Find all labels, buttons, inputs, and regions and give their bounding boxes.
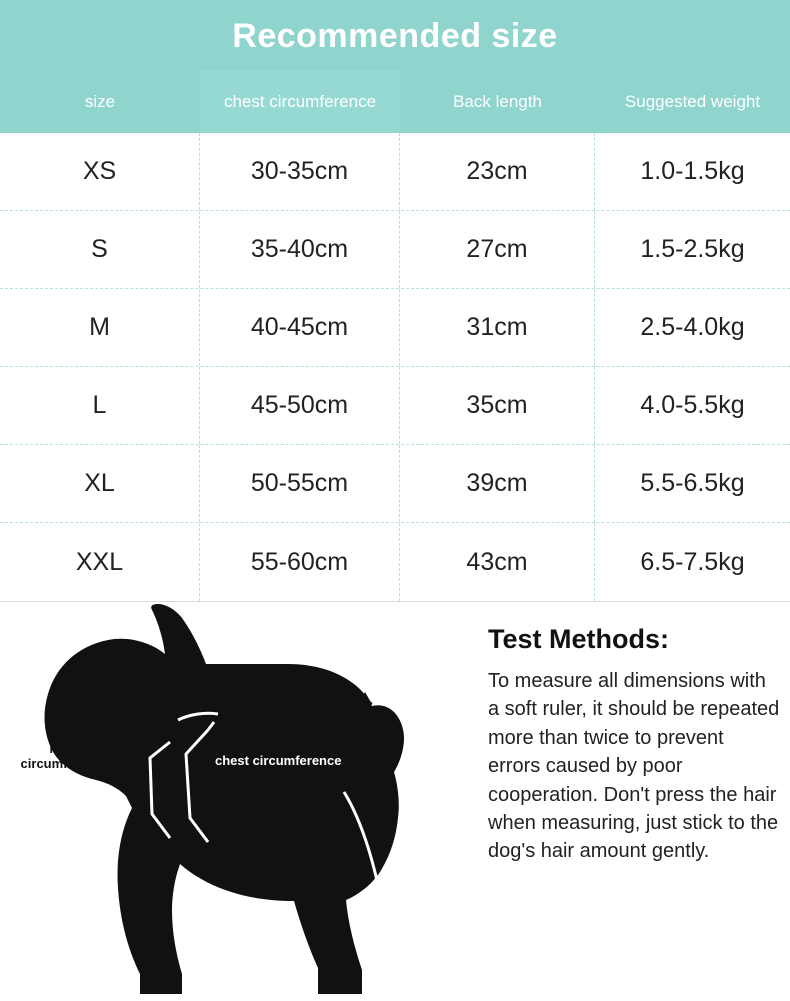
cell-back: 39cm	[400, 445, 595, 522]
cell-weight: 5.5-6.5kg	[640, 469, 745, 497]
cell-chest: 35-40cm	[200, 211, 400, 288]
header	[0, 0, 790, 133]
test-methods-panel	[488, 624, 780, 866]
size-table	[0, 133, 790, 601]
cell-weight: 4.0-5.5kg	[640, 391, 745, 419]
cell-chest: 45-50cm	[200, 367, 400, 444]
cell-size: L	[0, 367, 200, 444]
cell-back: 27cm	[400, 211, 595, 288]
cell-weight: 2.5-4.0kg	[640, 313, 745, 341]
dog-silhouette-icon	[0, 602, 470, 1001]
cell-weight: 1.5-2.5kg	[640, 235, 745, 263]
cell-chest: 50-55cm	[200, 445, 400, 522]
table-row	[0, 133, 790, 211]
cell-back: 35cm	[400, 367, 595, 444]
cell-weight: 6.5-7.5kg	[640, 547, 745, 576]
label-chest-circumference: chest circumference	[215, 753, 342, 768]
table-row	[0, 367, 790, 445]
label-neck-line1: Neck	[49, 741, 81, 756]
bottom-section	[0, 601, 790, 1001]
cell-size: M	[0, 289, 200, 366]
cell-chest: 40-45cm	[200, 289, 400, 366]
cell-size: XS	[0, 133, 200, 210]
cell-chest: 55-60cm	[200, 523, 400, 601]
test-methods-body: To measure all dimensions with a soft ruler, it should be repeated more than twice to prevent errors caused by poor cooperation. Don't press the hair when measuring, just stick to the dog's hair amount gently.	[488, 670, 780, 863]
table-row	[0, 211, 790, 289]
cell-back: 43cm	[400, 523, 595, 601]
cell-back: 23cm	[400, 133, 595, 210]
column-header-suggested-weight: Suggested weight	[624, 91, 761, 111]
column-header-back-length: Back length	[453, 91, 542, 111]
cell-size: S	[0, 211, 200, 288]
label-neck-circumference	[5, 742, 125, 772]
cell-size: XL	[0, 445, 200, 522]
column-header-chest-circumference: chest circumference	[200, 70, 400, 133]
table-header-row	[0, 70, 790, 133]
label-neck-line2: circumference	[20, 755, 110, 771]
page-title: Recommended size	[232, 17, 558, 55]
test-methods-title: Test Methods:	[488, 624, 669, 654]
cell-weight: 1.0-1.5kg	[640, 157, 745, 185]
column-header-size: size	[84, 91, 116, 111]
table-row	[0, 445, 790, 523]
label-back-length: Back length	[246, 667, 320, 682]
table-row	[0, 523, 790, 601]
table-row	[0, 289, 790, 367]
cell-size: XXL	[0, 523, 200, 601]
cell-chest: 30-35cm	[200, 133, 400, 210]
dog-measurement-diagram	[0, 602, 470, 1001]
cell-back: 31cm	[400, 289, 595, 366]
